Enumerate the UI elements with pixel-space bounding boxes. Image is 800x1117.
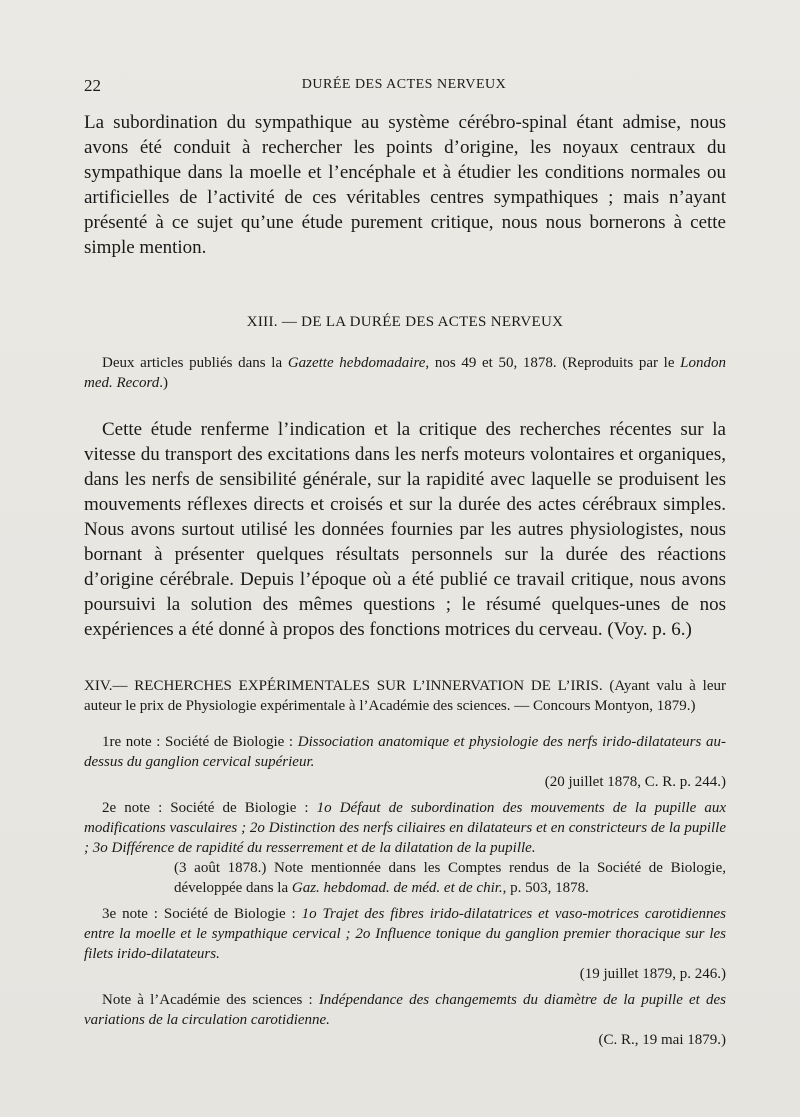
ref-journal: Gazette hebdomadaire: [287, 355, 426, 371]
note-1: [84, 732, 726, 772]
page-number: 22: [84, 76, 101, 95]
page-header: [84, 76, 724, 98]
note-2-title: 1o Défaut de subordination des mouvements de la pupille aux modifications vasculaires ; 2o Distinction des nerfs ciliaires en dilatateurs et en constricteurs de la pupille ; 3o Différence de rapidité du resserrement et de la dilatation de la pupille.: [84, 800, 726, 856]
running-title: DURÉE DES ACTES NERVEUX: [301, 77, 507, 92]
intro-paragraph: La subordination du sympathique au système cérébro-spinal étant admise, nous avons été conduit à rechercher les points d’origine, les noyaux centraux du sympathique dans la moelle et l’encéphale et à étudier les conditions normales ou artificielles de l’activité de ces véritables centres sympathiques ; mais n’ayant présenté à ce sujet qu’une étude purement critique, nous nous bornerons à cette simple mention.: [84, 112, 726, 258]
section-13-title: XIII. — DE LA DURÉE DES ACTES NERVEUX: [246, 314, 564, 330]
section-14-title: XIV.— RECHERCHES EXPÉRIMENTALES SUR L’INNERVATION DE L’IRIS. (Ayant valu à leur auteur le prix de Physiologie expérimentale à l’Académie des sciences. — Concours Montyon, 1879.): [84, 678, 726, 714]
ref-journal-2: London med. Record: [84, 355, 727, 391]
note-2-journal: Gaz. hebdomad. de méd. et de chir.: [291, 880, 503, 896]
note-3-title: 1o Trajet des fibres irido-dilatatrices et vaso-motrices carotidiennes entre la moelle et le sympathique cervical ; 2o Influence tonique du ganglion premier thoracique sur les filets irido-dilatateurs.: [84, 906, 726, 962]
note-4: [84, 990, 726, 1030]
note-2-mention: [84, 858, 726, 898]
note-1-date: (20 juillet 1878, C. R. p. 244.): [544, 774, 726, 790]
note-4-date: (C. R., 19 mai 1879.): [598, 1032, 726, 1048]
note-4-label: Note à l’Académie des sciences :: [102, 992, 319, 1008]
note-3-date: (19 juillet 1879, p. 246.): [579, 966, 726, 982]
ref-text-b: , nos 49 et 50, 1878. (Reproduits par le: [425, 355, 681, 371]
note-2: [84, 798, 726, 858]
page-body: [84, 110, 726, 1050]
note-2-text: (3 août 1878.) Note mentionnée dans les Comptes rendus de la Société de Biologie, développée dans la: [174, 860, 726, 896]
ref-text-a: Deux articles publiés dans la: [102, 355, 288, 371]
note-2-page: , p. 503, 1878.: [502, 880, 589, 896]
ref-text-c: .): [159, 375, 168, 391]
section-13-body: Cette étude renferme l’indication et la critique des recherches récentes sur la vitesse du transport des excitations dans les nerfs moteurs volontaires et organiques, dans les nerfs de sensibilité générale, sur la rapidité avec laquelle se produisent les mouvements réflexes directs et croisés et sur la durée des actes cérébraux simples. Nous avons surtout utilisé les données fournies par les autres physiologistes, nous bornant à présenter quelques résultats personnels sur la durée des réactions d’origine cérébrale. Depuis l’époque où a été publié ce travail critique, nous avons poursuivi la solution des mêmes questions ; le résumé quelques-unes de nos expériences a été donné à propos des fonctions motrices du cerveau. (Voy. p. 6.): [84, 419, 726, 640]
note-4-title: Indépendance des changememts du diamètre de la pupille et des variations de la circulation carotidienne.: [84, 992, 726, 1028]
note-1-label: 1re note : Société de Biologie :: [102, 734, 298, 750]
note-1-title: Dissociation anatomique et physiologie des nerfs irido-dilatateurs au-dessus du ganglion cervical supérieur.: [84, 734, 726, 770]
note-3-label: 3e note : Société de Biologie :: [102, 906, 302, 922]
note-2-label: 2e note : Société de Biologie :: [102, 800, 317, 816]
note-3: [84, 904, 726, 964]
section-13-reference: [84, 353, 726, 393]
